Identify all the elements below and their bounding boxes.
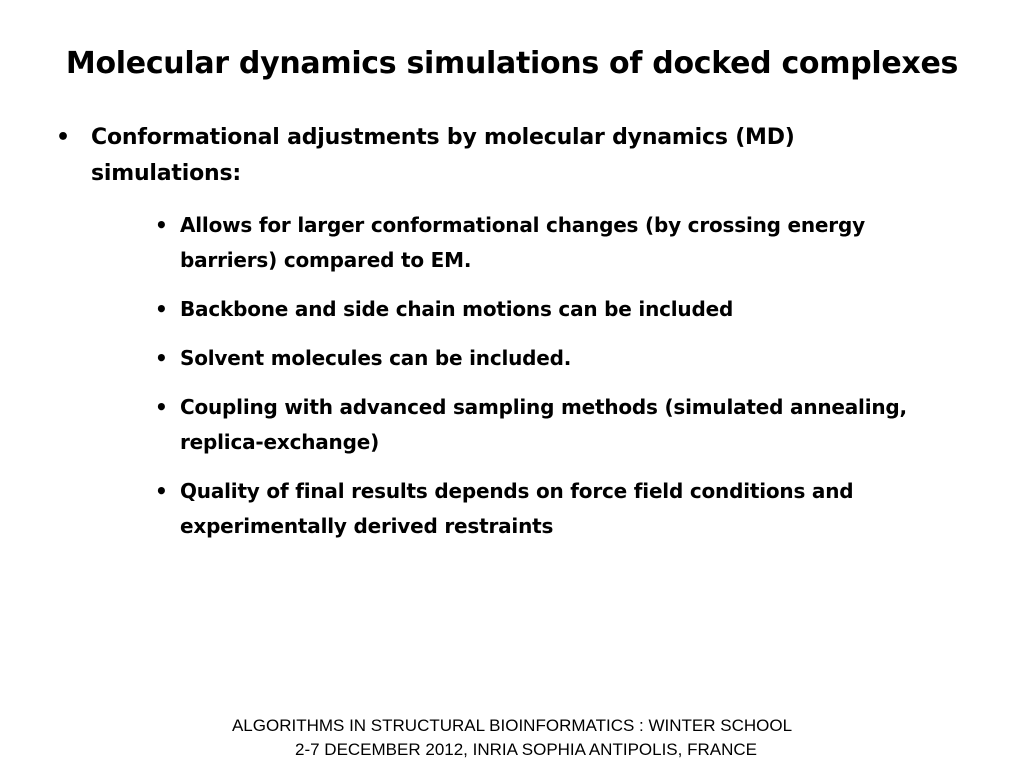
sub-bullet-backbone-side-chain	[155, 292, 945, 327]
sub-bullet-solvent-molecules	[155, 341, 945, 376]
main-bullet	[56, 120, 936, 192]
sub-bullet-text: Solvent molecules can be included.	[180, 346, 572, 370]
bullet-marker: •	[155, 395, 168, 419]
sub-bullet-advanced-sampling	[155, 390, 945, 460]
sub-bullet-text: Backbone and side chain motions can be included	[180, 297, 734, 321]
sub-bullet-text: Allows for larger conformational changes (by crossing energy barriers) compared to EM.	[180, 213, 865, 272]
bullet-marker: •	[56, 125, 71, 150]
sub-bullet-allows-larger-changes	[155, 208, 945, 278]
bullet-marker: •	[155, 346, 168, 370]
slide-title: Molecular dynamics simulations of docked complexes	[65, 46, 959, 81]
sub-bullet-quality-of-results	[155, 474, 945, 544]
sub-bullet-text: Coupling with advanced sampling methods (simulated annealing, replica-exchange)	[180, 395, 907, 454]
footer-line-1: ALGORITHMS IN STRUCTURAL BIOINFORMATICS : WINTER SCHOOL	[231, 716, 793, 735]
footer-line-2: 2-7 DECEMBER 2012, INRIA SOPHIA ANTIPOLIS, FRANCE	[295, 740, 757, 759]
bullet-marker: •	[155, 479, 168, 503]
sub-bullet-text: Quality of final results depends on force field conditions and experimentally derived restraints	[180, 479, 854, 538]
sub-bullet-list	[155, 208, 945, 558]
slide-footer	[0, 714, 1024, 762]
bullet-marker: •	[155, 297, 168, 321]
main-bullet-text: Conformational adjustments by molecular dynamics (MD) simulations:	[91, 125, 795, 186]
bullet-marker: •	[155, 213, 168, 237]
